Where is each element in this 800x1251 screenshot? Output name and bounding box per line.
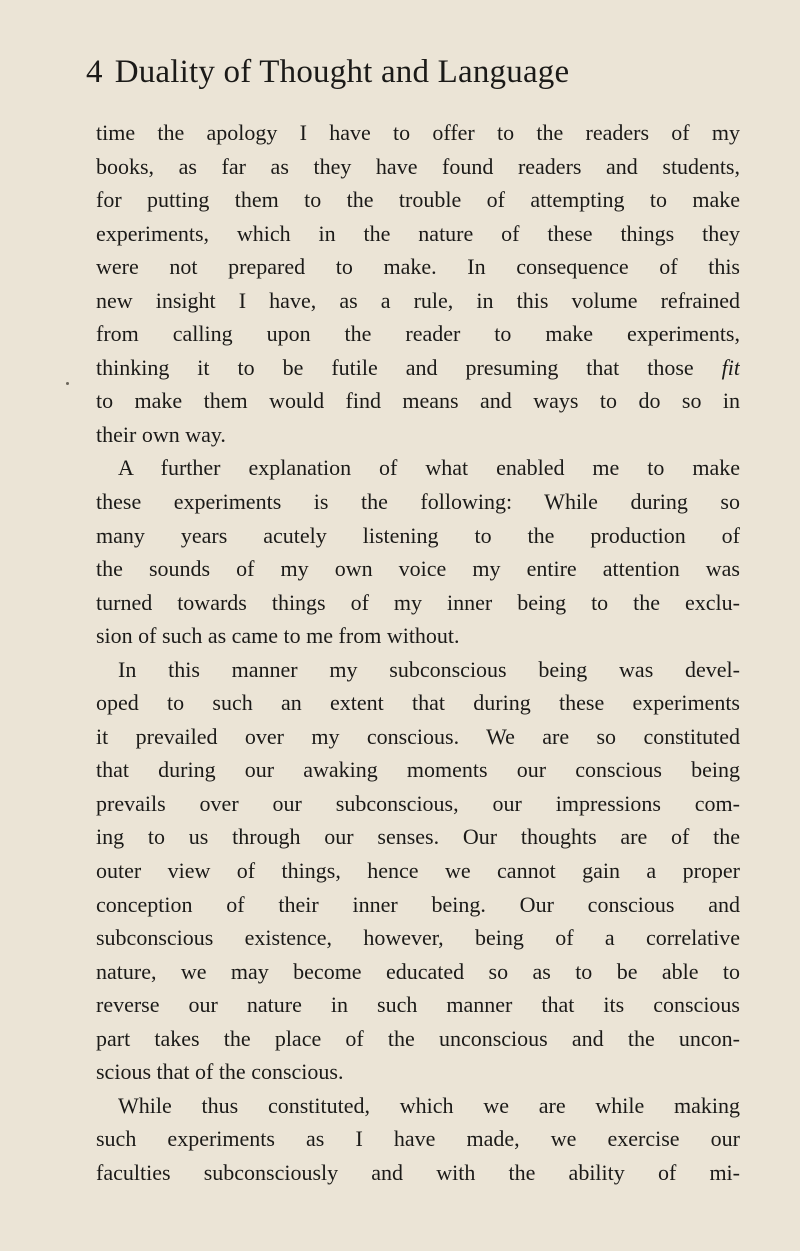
text-line: conception of their inner being. Our conscious and: [96, 891, 740, 917]
text-line: prevails over our subconscious, our impressions com-: [96, 790, 740, 816]
text-line-with-italic: [96, 351, 740, 385]
text-line: turned towards things of my inner being to the exclu-: [96, 589, 740, 615]
text-line-segment: thinking it to be futile and presuming that those: [96, 354, 694, 380]
text-line: oped to such an extent that during these experiments: [96, 690, 740, 716]
text-line: from calling upon the reader to make experiments,: [96, 321, 740, 347]
text-line: were not prepared to make. In consequence of this: [96, 254, 740, 280]
paragraph-end-line: their own way.: [96, 421, 226, 447]
text-line: time the apology I have to offer to the readers of my: [96, 120, 740, 145]
text-line: books, as far as they have found readers and students,: [96, 153, 740, 179]
text-line: part takes the place of the unconscious and the uncon-: [96, 1025, 740, 1051]
text-line: it prevailed over my conscious. We are so constituted: [96, 723, 740, 749]
text-line: faculties subconsciously and with the ability of mi-: [96, 1159, 740, 1185]
text-line: outer view of things, hence we cannot gain a proper: [96, 858, 740, 884]
text-line: reverse our nature in such manner that its conscious: [96, 992, 740, 1018]
text-line: experiments, which in the nature of these things they: [96, 220, 740, 246]
paragraph-end-line: scious that of the conscious.: [96, 1059, 344, 1085]
paragraph-end-line: sion of such as came to me from without.: [96, 623, 460, 649]
text-line: new insight I have, as a rule, in this volume refrained: [96, 287, 740, 313]
italic-word: fit: [721, 354, 740, 380]
running-header: [86, 52, 569, 92]
page-number: 4: [86, 54, 103, 90]
text-line: such experiments as I have made, we exercise our: [96, 1126, 740, 1152]
text-line: that during our awaking moments our conscious being: [96, 757, 740, 783]
running-title: Duality of Thought and Language: [114, 54, 570, 90]
text-line: these experiments is the following: While during so: [96, 489, 740, 515]
text-line: many years acutely listening to the production of: [96, 522, 740, 548]
paragraph-start-line: In this manner my subconscious being was devel-: [118, 656, 740, 682]
paragraph-start-line: While thus constituted, which we are while making: [118, 1092, 740, 1118]
text-line: nature, we may become educated so as to be able to: [96, 958, 740, 984]
text-line: the sounds of my own voice my entire attention was: [96, 556, 740, 582]
paragraph-start-line: A further explanation of what enabled me to make: [118, 455, 740, 481]
text-line: subconscious existence, however, being of a correlative: [96, 925, 740, 951]
text-line: to make them would find means and ways to do so in: [96, 388, 740, 414]
body-text: [96, 116, 740, 1190]
margin-mark: [66, 382, 69, 385]
text-line: for putting them to the trouble of attempting to make: [96, 187, 740, 213]
text-line: ing to us through our senses. Our thoughts are of the: [96, 824, 740, 850]
